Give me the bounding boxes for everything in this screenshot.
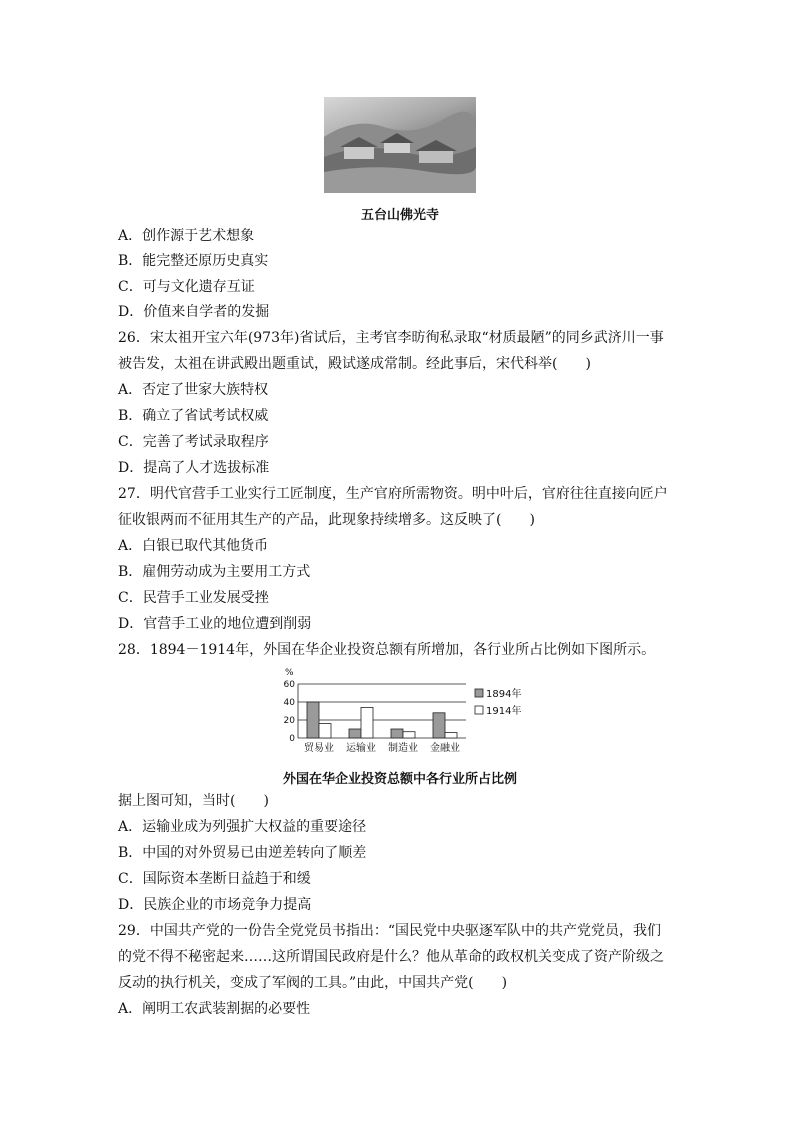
- x-tick-label: 贸易业: [304, 743, 334, 754]
- q25-option-a: A．创作源于艺术想象: [118, 228, 255, 244]
- y-tick-label: 60: [283, 680, 295, 690]
- legend-label: 1894年: [486, 689, 522, 700]
- y-tick-label: 0: [289, 734, 295, 744]
- q27-option-c: C．民营手工业发展受挫: [118, 590, 269, 606]
- q26-stem-line-2: 被告发，太祖在讲武殿出题重试，殿试遂成常制。经此事后，宋代科举( ): [118, 356, 591, 372]
- legend-swatch: [475, 689, 483, 697]
- chart-caption: 外国在华企业投资总额中各行业所占比例: [282, 772, 517, 787]
- x-tick-label: 制造业: [388, 743, 418, 754]
- q26-stem-line-1: 26．宋太祖开宝六年(973年)省试后，主考官李昉徇私录取“材质最陋”的同乡武济川一事: [118, 330, 664, 346]
- x-tick-label: 运输业: [346, 743, 376, 754]
- y-unit-label: %: [285, 668, 294, 678]
- bar-1914: [445, 733, 457, 738]
- q29-stem-line-1: 29．中国共产党的一份告全党党员书指出：“国民党中央驱逐军队中的共产党党员，我们: [118, 923, 661, 939]
- q27-option-d: D．官营手工业的地位遭到削弱: [118, 616, 312, 632]
- legend-label: 1914年: [486, 706, 522, 717]
- q25-option-d: D．价值来自学者的发掘: [118, 304, 270, 320]
- q27-stem-line-1: 27．明代官营手工业实行工匠制度，生产官府所需物资。明中叶后，官府往往直接向匠户: [118, 486, 668, 502]
- q28-stem-line-1: 28．1894－1914年，外国在华企业投资总额有所增加，各行业所占比例如下图所示。: [118, 642, 656, 658]
- q26-option-c: C．完善了考试录取程序: [118, 434, 269, 450]
- investment-chart: [282, 665, 542, 760]
- q25-option-b: B．能完整还原历史真实: [118, 253, 269, 269]
- photo-caption: 五台山佛光寺: [360, 208, 439, 223]
- q28-option-d: D．民族企业的市场竞争力提高: [118, 897, 312, 913]
- bar-1894: [307, 702, 319, 738]
- y-tick-label: 40: [283, 698, 295, 708]
- q28-option-b: B．中国的对外贸易已由逆差转向了顺差: [118, 845, 367, 861]
- q29-option-a: A．阐明工农武装割据的必要性: [118, 1001, 311, 1017]
- q25-option-c: C．可与文化遗存互证: [118, 279, 255, 295]
- bar-1914: [361, 707, 373, 738]
- bar-1914: [403, 732, 415, 738]
- q28-option-a: A．运输业成为列强扩大权益的重要途径: [118, 819, 367, 835]
- q28-lead: 据上图可知，当时( ): [118, 793, 269, 809]
- bar-1894: [349, 729, 361, 738]
- temple-photo: [324, 97, 476, 193]
- legend-swatch: [475, 706, 483, 714]
- q26-option-b: B．确立了省试考试权威: [118, 408, 269, 424]
- q27-option-b: B．雇佣劳动成为主要用工方式: [118, 564, 311, 580]
- y-tick-label: 20: [283, 716, 295, 726]
- bar-1894: [391, 729, 403, 738]
- bar-1894: [433, 713, 445, 738]
- q29-stem-line-2: 的党不得不秘密起来……这所谓国民政府是什么？他从革命的政权机关变成了资产阶级之: [118, 949, 664, 965]
- x-tick-label: 金融业: [430, 743, 460, 754]
- q27-stem-line-2: 征收银两而不征用其生产的产品，此现象持续增多。这反映了( ): [118, 512, 535, 528]
- bar-1914: [319, 724, 331, 738]
- q27-option-a: A．白银已取代其他货币: [118, 538, 269, 554]
- q28-option-c: C．国际资本垄断日益趋于和缓: [118, 871, 311, 887]
- q29-stem-line-3: 反动的执行机关，变成了军阀的工具。”由此，中国共产党( ): [118, 975, 508, 991]
- q26-option-d: D．提高了人才选拔标准: [118, 460, 270, 476]
- q26-option-a: A．否定了世家大族特权: [118, 382, 269, 398]
